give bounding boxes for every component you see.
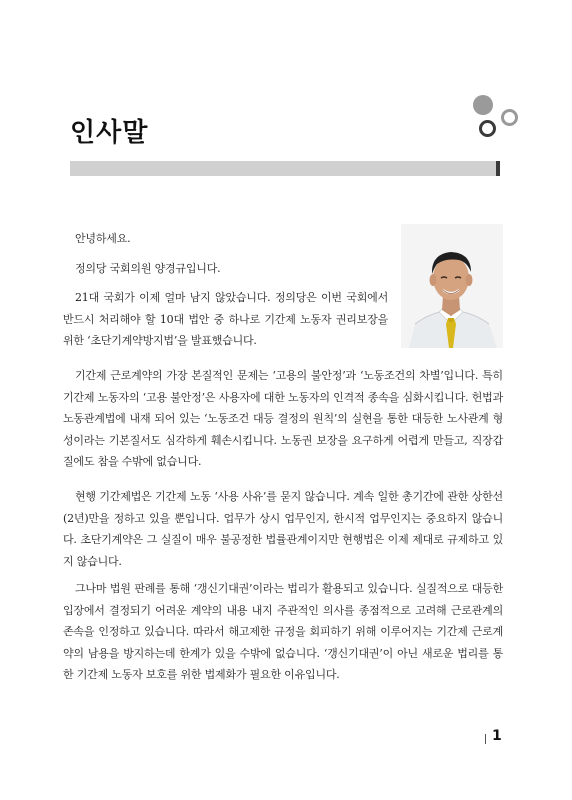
page-number: 1	[492, 728, 502, 744]
paragraph-intro	[63, 258, 373, 280]
paragraph-text: 현행 기간제법은 기간제 노동 ‘사용 사유’를 묻지 않습니다. 계속 일한 총기간에 관한 상한선 (2년)만을 정하고 있을 뿐입니다. 업무가 상시 업무인지, 한시적 업무인지는 중요하지 않습니다. 초단기계약은 그 실질이 매우 불공정한 법률관계이지만 현행법은 이제 제대로 규제하고 있지 않습니다.	[63, 490, 503, 568]
paragraph-text: 안녕하세요.	[75, 232, 131, 245]
title-divider-end	[496, 161, 500, 176]
title-divider-bar	[70, 161, 496, 176]
paragraph-text: 그나마 법원 판례를 통해 ‘갱신기대권’이라는 법리가 활용되고 있습니다. 실질적으로 대등한 입장에서 결정되기 어려운 계약의 내용 내지 주관적인 의사를 종점적으로 고려해 근로관계의 존속을 인정하고 있습니다. 따라서 해고제한 규정을 회피하기 위해 이루어지는 기간제 근로계약의 남용을 방지하는데 한계가 있을 수밖에 없습니다. ‘갱신기대권’이 아닌 새로운 법리를 통한 기간제 노동자 보호를 위한 법제화가 필요한 이유입니다.	[63, 582, 503, 681]
circle-ring-dark-icon	[479, 120, 496, 137]
page-title: 인사말	[70, 118, 149, 148]
circle-filled-icon	[473, 95, 493, 115]
decorative-circles	[470, 92, 530, 152]
paragraph-greeting	[63, 228, 373, 250]
paragraph-body-3	[63, 486, 503, 572]
paragraph-text: 정의당 국회의원 양경규입니다.	[75, 262, 221, 275]
paragraph-body-1	[63, 287, 388, 352]
paragraph-text: 21대 국회가 이제 얼마 남지 않았습니다. 정의당은 이번 국회에서 반드시 처리해야 할 10대 법안 중 하나로 기간제 노동자 권리보장을 위한 ‘초단기계약방지법’을 발표했습니다.	[63, 291, 388, 347]
paragraph-text: 기간제 근로계약의 가장 본질적인 문제는 ‘고용의 불안정’과 ‘노동조건의 차별’입니다. 특히 기간제 노동자의 ‘고용 불안정’은 사용자에 대한 노동자의 인격적 종속을 심화시킵니다. 헌법과 노동관계법에 내재 되어 있는 ‘노동조건 대등 결정의 원칙’의 실현을 통한 대등한 노사관계 형성이라는 기본질서도 심각하게 훼손시킵니다. 노동권 보장을 요구하게 어렵게 만들고, 직장갑질에도 참을 수밖에 없습니다.	[63, 369, 503, 468]
page-number-separator	[485, 734, 486, 744]
paragraph-body-2	[63, 365, 503, 473]
circle-ring-light-icon	[501, 109, 518, 126]
author-portrait	[401, 224, 503, 348]
paragraph-body-4	[63, 578, 503, 686]
